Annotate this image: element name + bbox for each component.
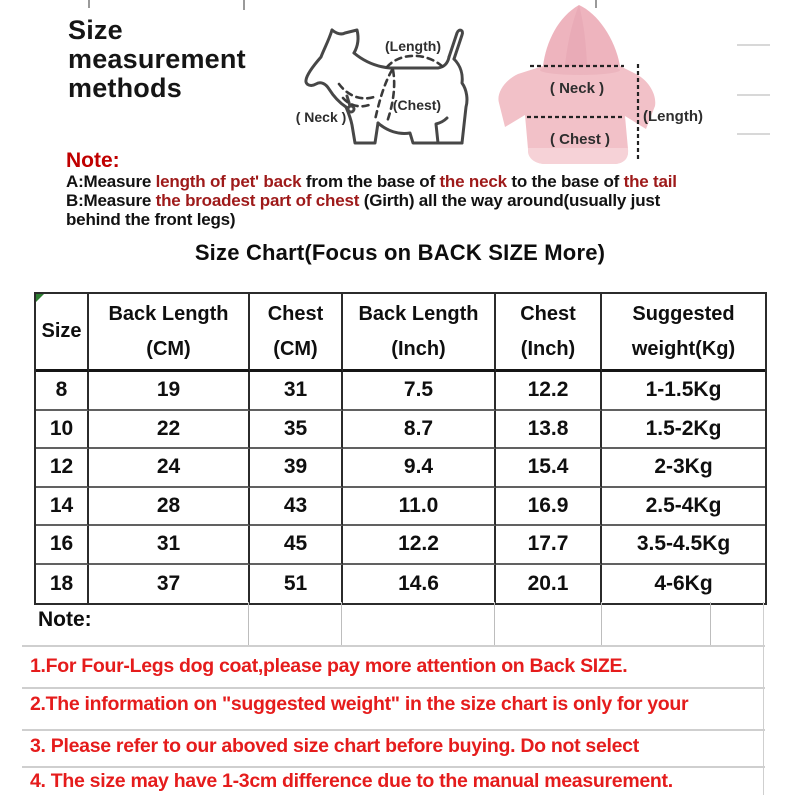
cell-chest-cm: 35 <box>250 411 343 450</box>
cell-chest-cm: 43 <box>250 488 343 527</box>
measurement-note-line-b: B:Measure the broadest part of chest (Girth) all the way around(usually just <box>66 191 661 210</box>
cell-back-cm: 28 <box>89 488 250 527</box>
measurement-note <box>66 149 726 229</box>
cell-chest-inch: 16.9 <box>496 488 602 527</box>
dog-outline-diagram <box>280 10 500 160</box>
dog-tail-outline <box>449 30 462 59</box>
page-title-line: measurement <box>68 44 246 74</box>
red-note-3: 3. Please refer to our aboved size chart before buying. Do not select <box>30 735 639 757</box>
grid-line <box>710 602 711 645</box>
col-header-weight: Suggested weight(Kg) <box>602 294 765 372</box>
cell-chest-inch: 17.7 <box>496 526 602 565</box>
cell-back-inch: 9.4 <box>343 449 496 488</box>
cell-weight: 4-6Kg <box>654 571 713 595</box>
cell-chest-inch: 12.2 <box>496 372 602 411</box>
cell-chest-cm: 45 <box>250 526 343 565</box>
hoodie-neck-label: ( Neck ) <box>549 80 605 97</box>
dog-rear-outline <box>454 59 467 143</box>
artifact-gridline <box>737 133 770 135</box>
dog-belly-outline <box>378 118 447 143</box>
measurement-note-heading: Note: <box>66 149 120 172</box>
artifact-tick <box>88 0 90 8</box>
cell-weight: 2-3Kg <box>602 449 765 488</box>
cell-back-inch: 14.6 <box>343 565 496 604</box>
col-header-chest-cm: Chest (CM) <box>250 294 343 372</box>
cell-back-inch: 11.0 <box>343 488 496 527</box>
red-note-1: 1.For Four-Legs dog coat,please pay more attention on Back SIZE. <box>30 655 628 677</box>
col-header-back-inch: Back Length (Inch) <box>343 294 496 372</box>
neck-measure-dash <box>339 84 374 98</box>
red-note-4: 4. The size may have 1-3cm difference due to the manual measurement. <box>30 770 673 792</box>
grid-line <box>341 602 342 645</box>
row-separator <box>22 645 765 647</box>
cell-back-cm: 31 <box>89 526 250 565</box>
artifact-tick <box>243 0 245 10</box>
cell-back-inch: 8.7 <box>343 411 496 450</box>
grid-line <box>494 602 495 645</box>
red-note-2: 2.The information on "suggested weight" in the size chart is only for your <box>30 693 689 715</box>
cell-back-cm: 22 <box>89 411 250 450</box>
col-header-size: Size <box>36 294 89 372</box>
grid-line <box>601 602 602 645</box>
artifact-gridline <box>737 94 770 96</box>
hoodie-chest-label: ( Chest ) <box>550 131 610 148</box>
cell-weight: 1-1.5Kg <box>602 372 765 411</box>
cell-weight: 3.5-4.5Kg <box>602 526 765 565</box>
cell-back-cm: 19 <box>89 372 250 411</box>
page-title <box>68 16 246 103</box>
cell-chest-inch: 20.1 <box>496 565 602 604</box>
cell-size: 14 <box>36 488 89 527</box>
hoodie-length-label: (Length) <box>643 108 703 125</box>
spreadsheet-corner-marker <box>36 294 44 302</box>
dog-chest-label: (Chest) <box>392 97 442 113</box>
cell-size: 16 <box>36 526 89 565</box>
cell-size: 10 <box>36 411 89 450</box>
cell-chest-inch: 13.8 <box>496 411 602 450</box>
chest-measure-dash <box>387 70 394 122</box>
measurement-note-line-c: behind the front legs) <box>66 210 236 229</box>
cell-chest-cm: 39 <box>250 449 343 488</box>
dog-collar-tag-ring <box>348 106 354 112</box>
row-separator <box>22 729 765 731</box>
dog-neck-label: ( Neck ) <box>295 109 347 125</box>
measurement-note-line-a: A:Measure length of pet' back from the base of the neck to the base of the tail <box>66 172 677 191</box>
cell-weight: 1.5-2Kg <box>602 411 765 450</box>
cell-back-cm: 37 <box>89 565 250 604</box>
cell-chest-inch: 15.4 <box>496 449 602 488</box>
cell-back-inch: 7.5 <box>343 372 496 411</box>
artifact-gridline <box>737 44 770 46</box>
col-header-chest-inch: Chest (Inch) <box>496 294 602 372</box>
hoodie-photo-diagram <box>492 0 732 170</box>
dog-ear-outline <box>332 30 358 53</box>
length-measure-dash <box>387 56 444 68</box>
cell-chest-cm: 51 <box>250 565 343 604</box>
cell-chest-cm: 31 <box>250 372 343 411</box>
row-separator <box>22 766 765 768</box>
cell-weight: 2.5-4Kg <box>602 488 765 527</box>
page-title-line: methods <box>68 73 182 103</box>
dog-length-label: (Length) <box>385 38 441 54</box>
dog-back-outline <box>354 53 449 68</box>
grid-line <box>248 602 249 645</box>
row-separator <box>22 687 765 689</box>
col-header-back-cm: Back Length (CM) <box>89 294 250 372</box>
cell-size: 8 <box>36 372 89 411</box>
cell-size: 18 <box>36 565 89 604</box>
footer-note-heading: Note: <box>38 608 92 631</box>
size-table <box>34 292 767 605</box>
cell-size: 12 <box>36 449 89 488</box>
cell-back-cm: 24 <box>89 449 250 488</box>
cell-back-inch: 12.2 <box>343 526 496 565</box>
dog-head-outline <box>306 30 346 107</box>
page-title-line: Size <box>68 15 123 45</box>
size-chart-title: Size Chart(Focus on BACK SIZE More) <box>194 240 606 265</box>
